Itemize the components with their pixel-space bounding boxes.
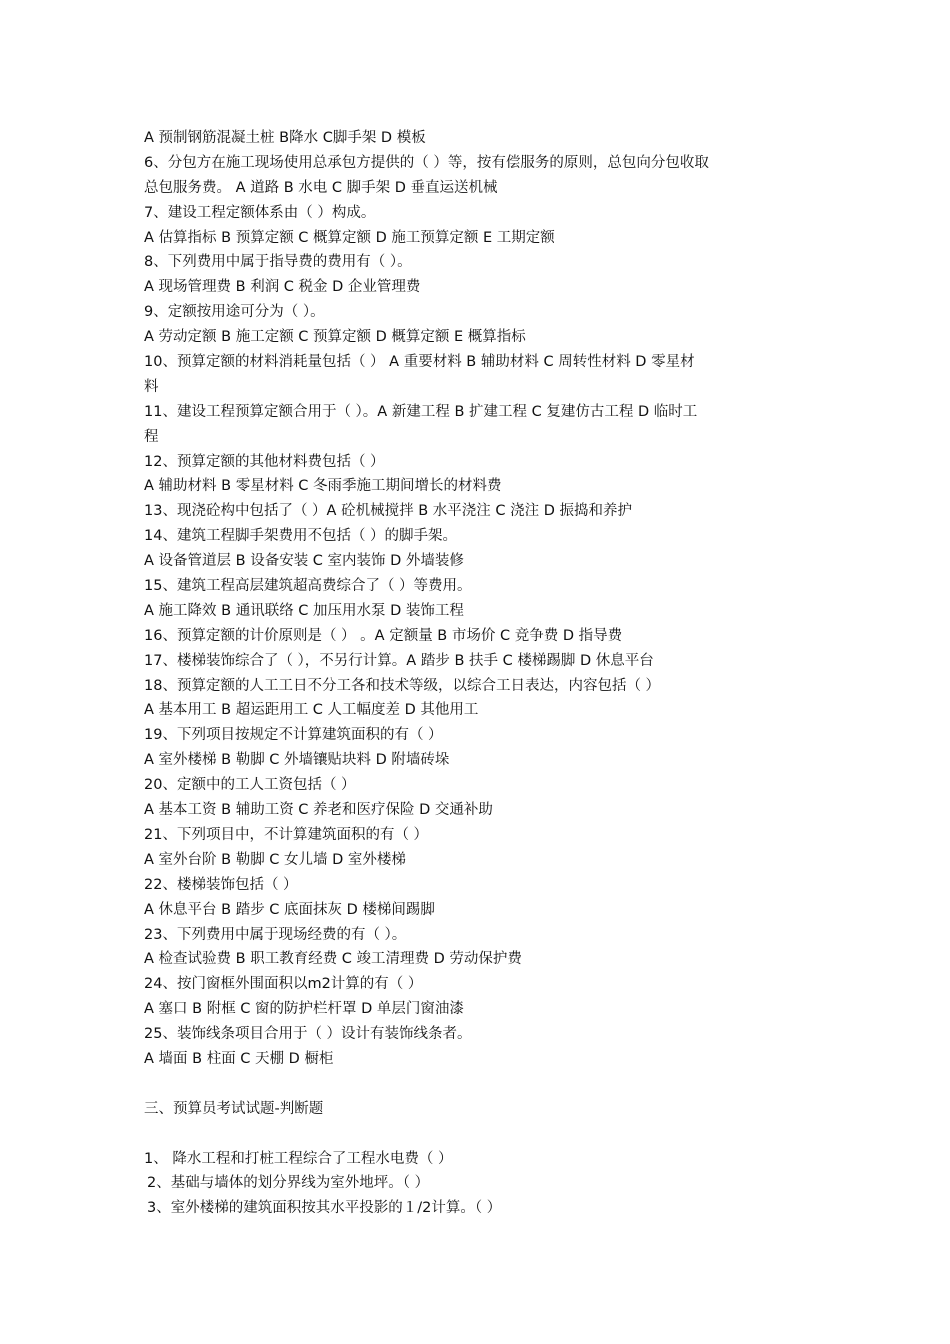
text-line: 12、预算定额的其他材料费包括（ ） (144, 453, 385, 470)
judgement-item: 2、基础与墙体的划分界线为室外地坪。（ ） (147, 1175, 430, 1192)
section-heading: 三、预算员考试试题-判断题 (144, 1100, 324, 1117)
text-line: A 墙面 B 柱面 C 天棚 D 橱柜 (144, 1050, 334, 1067)
text-line: 7、建设工程定额体系由（ ）构成。 (144, 204, 376, 221)
text-line: 23、下列费用中属于现场经费的有（ ）。 (144, 926, 407, 943)
text-line: A 辅助材料 B 零星材料 C 冬雨季施工期间增长的材料费 (144, 478, 502, 495)
text-line: A 室外台阶 B 勒脚 C 女儿墙 D 室外楼梯 (144, 851, 406, 868)
text-line: 17、楼梯装饰综合了（ ），不另行计算。A 踏步 B 扶手 C 楼梯踢脚 D 休息平台 (144, 652, 654, 669)
text-line: A 估算指标 B 预算定额 C 概算定额 D 施工预算定额 E 工期定额 (144, 229, 555, 246)
text-line: A 施工降效 B 通讯联络 C 加压用水泵 D 装饰工程 (144, 602, 464, 619)
text-line: A 检查试验费 B 职工教育经费 C 竣工清理费 D 劳动保护费 (144, 951, 522, 968)
text-line: 11、建设工程预算定额合用于（ ）。A 新建工程 B 扩建工程 C 复建仿古工程 D 临时工 (144, 403, 698, 420)
question-text (144, 126, 824, 1221)
text-line: A 基本工资 B 辅助工资 C 养老和医疗保险 D 交通补助 (144, 802, 493, 819)
text-line: 20、定额中的工人工资包括（ ） (144, 777, 356, 794)
text-line: 程 (144, 428, 159, 445)
judgement-item: 1、 降水工程和打桩工程综合了工程水电费（ ） (144, 1150, 453, 1167)
text-line: 22、楼梯装饰包括（ ） (144, 876, 298, 893)
text-line: 21、下列项目中，不计算建筑面积的有（ ） (144, 826, 429, 843)
text-line: 总包服务费。 A 道路 B 水电 C 脚手架 D 垂直运送机械 (144, 179, 498, 196)
text-line: A 基本用工 B 超运距用工 C 人工幅度差 D 其他用工 (144, 702, 479, 719)
text-line: 24、按门窗框外围面积以m2计算的有（ ） (144, 976, 423, 993)
text-line: 9、定额按用途可分为（ ）。 (144, 304, 325, 321)
spacer (144, 1122, 824, 1147)
text-line: 14、建筑工程脚手架费用不包括（ ）的脚手架。 (144, 528, 458, 545)
text-line: A 劳动定额 B 施工定额 C 预算定额 D 概算定额 E 概算指标 (144, 329, 526, 346)
text-line: 8、下列费用中属于指导费的费用有（ ）。 (144, 254, 412, 271)
text-line: A 设备管道层 B 设备安装 C 室内装饰 D 外墙装修 (144, 553, 464, 570)
text-line: 18、预算定额的人工工日不分工各和技术等级，以综合工日表达，内容包括（ ） (144, 677, 661, 694)
text-line: 6、分包方在施工现场使用总承包方提供的（ ）等，按有偿服务的原则，总包向分包收取 (144, 154, 709, 171)
text-line: A 预制钢筋混凝土桩 B降水 C脚手架 D 模板 (144, 130, 426, 146)
text-line: 10、预算定额的材料消耗量包括（ ） A 重要材料 B 辅助材料 C 周转性材料 D 零星材 (144, 354, 695, 371)
spacer (144, 1072, 824, 1097)
text-line: A 现场管理费 B 利润 C 税金 D 企业管理费 (144, 279, 421, 296)
text-line: 16、预算定额的计价原则是（ ） 。A 定额量 B 市场价 C 竞争费 D 指导费 (144, 627, 623, 644)
judgement-item: 3、室外楼梯的建筑面积按其水平投影的１/2计算。（ ） (147, 1200, 502, 1217)
text-line: 19、下列项目按规定不计算建筑面积的有（ ） (144, 727, 443, 744)
text-line: A 休息平台 B 踏步 C 底面抹灰 D 楼梯间踢脚 (144, 901, 435, 918)
text-line: 15、建筑工程高层建筑超高费综合了（ ）等费用。 (144, 578, 472, 595)
text-line: A 室外楼梯 B 勒脚 C 外墙镶贴块料 D 附墙砖垛 (144, 752, 450, 769)
text-line: 料 (144, 378, 159, 395)
text-line: 25、装饰线条项目合用于（ ）设计有装饰线条者。 (144, 1026, 472, 1043)
text-line: 13、现浇砼构中包括了（ ）A 砼机械搅拌 B 水平浇注 C 浇注 D 振捣和养护 (144, 503, 632, 520)
text-line: A 塞口 B 附框 C 窗的防护栏杆罩 D 单层门窗油漆 (144, 1001, 464, 1018)
